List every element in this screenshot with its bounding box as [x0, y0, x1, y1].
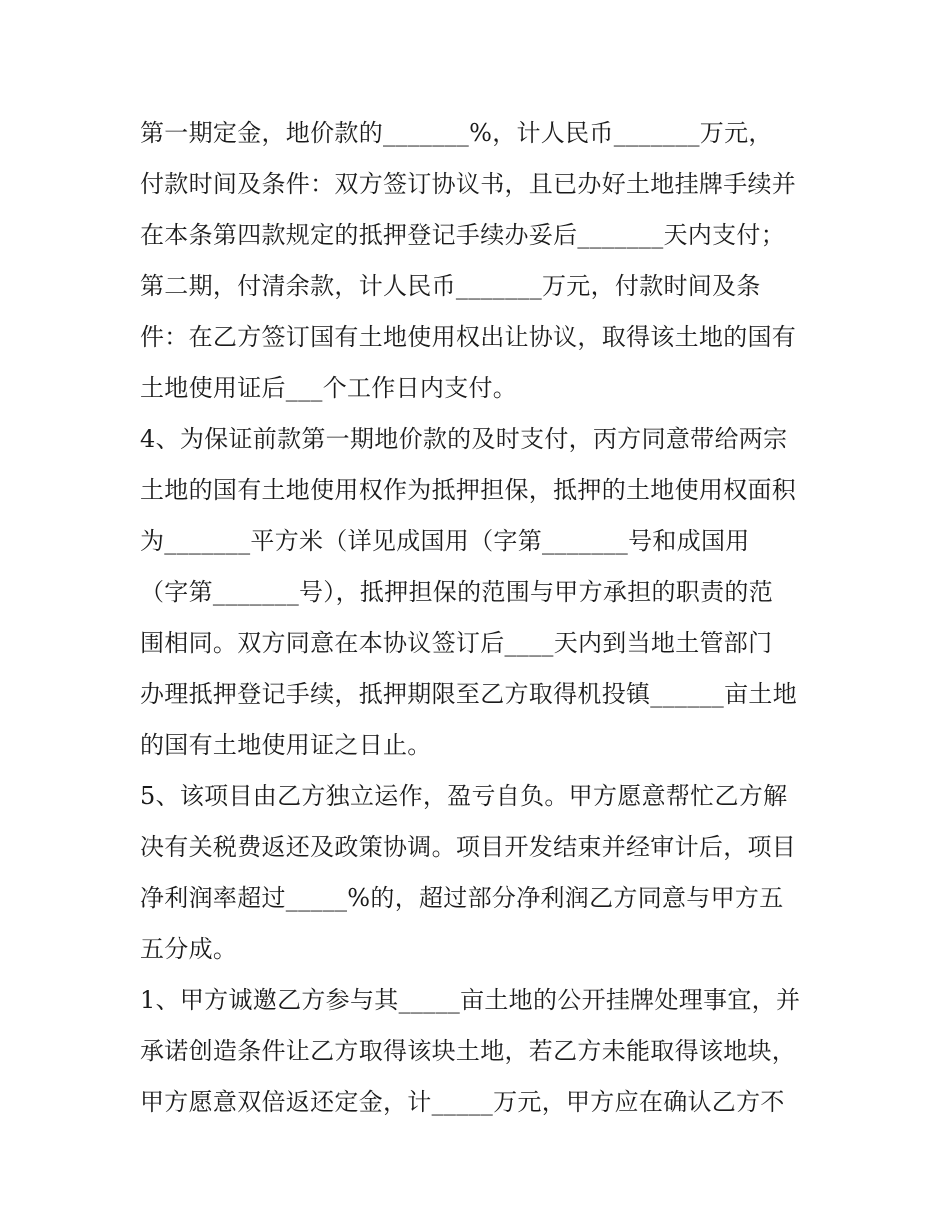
document-body: [140, 108, 830, 1128]
text-line: （字第_______号），抵押担保的范围与甲方承担的职责的范: [140, 578, 773, 606]
text-line: 付款时间及条件：双方签订协议书，且已办好土地挂牌手续并: [140, 170, 797, 198]
text-line: 五分成。: [140, 935, 238, 963]
text-line: 围相同。双方同意在本协议签订后____天内到当地土管部门: [140, 629, 773, 657]
text-line: 件：在乙方签订国有土地使用权出让协议，取得该土地的国有: [140, 323, 797, 351]
text-line: 土地的国有土地使用权作为抵押担保，抵押的土地使用权面积: [140, 476, 797, 504]
text-line: 第一期定金，地价款的_______%，计人民币_______万元，: [140, 119, 773, 147]
text-line: 净利润率超过_____%的，超过部分净利润乙方同意与甲方五: [140, 884, 784, 912]
text-line: 在本条第四款规定的抵押登记手续办妥后_______天内支付；: [140, 221, 785, 249]
text-line: 甲方愿意双倍返还定金，计_____万元，甲方应在确认乙方不: [140, 1088, 785, 1116]
text-line: 土地使用证后___个工作日内支付。: [140, 374, 518, 402]
text-line: 决有关税费返还及政策协调。项目开发结束并经审计后，项目: [140, 833, 797, 861]
text-line: 承诺创造条件让乙方取得该块土地，若乙方未能取得该地块，: [140, 1037, 797, 1065]
text-line: 第二期，付清余款，计人民币_______万元，付款时间及条: [140, 272, 761, 300]
text-line: 5、该项目由乙方独立运作，盈亏自负。甲方愿意帮忙乙方解: [140, 782, 788, 810]
text-line: 为_______平方米（详见成国用（字第_______号和成国用: [140, 527, 750, 555]
text-line: 的国有土地使用证之日止。: [140, 731, 432, 759]
text-line: 1、甲方诚邀乙方参与其_____亩土地的公开挂牌处理事宜，并: [140, 986, 801, 1014]
text-line: 办理抵押登记手续，抵押期限至乙方取得机投镇______亩土地: [140, 680, 797, 708]
text-line: 4、为保证前款第一期地价款的及时支付，丙方同意带给两宗: [140, 425, 788, 453]
